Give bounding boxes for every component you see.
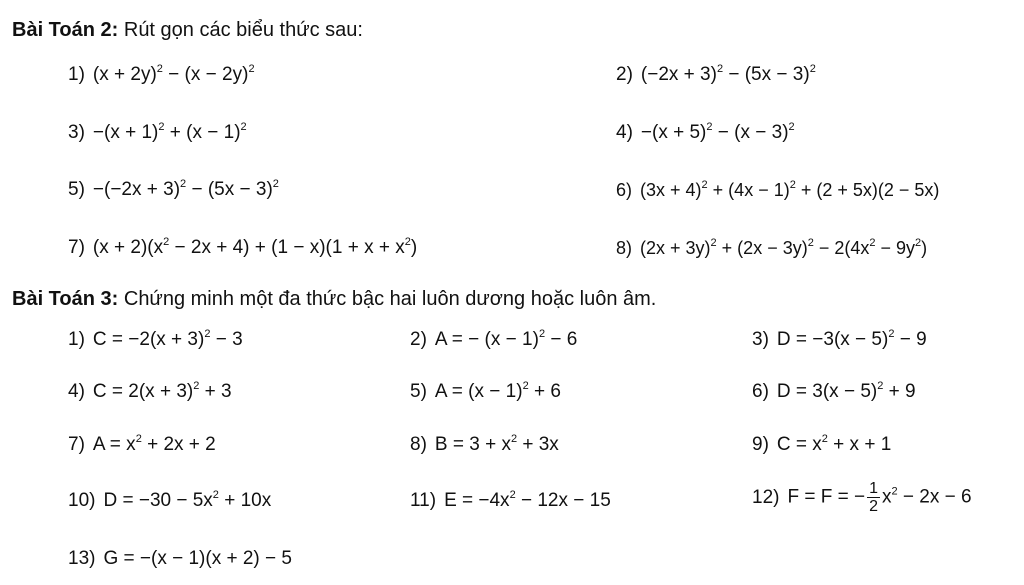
p3-item-8 (410, 433, 559, 457)
item-number: 5) (68, 179, 85, 200)
p3-item-5 (410, 380, 561, 404)
item-number: 3) (752, 329, 769, 350)
p3-item-2 (410, 328, 577, 352)
p3-item-13 (68, 547, 292, 571)
expression: $B = 3 + x^2 + 3x$ (434, 433, 559, 455)
item-number: 8) (616, 238, 633, 258)
p3-item-3 (752, 328, 927, 352)
problem-2-title-bold: Bài Toán 2: (12, 19, 119, 41)
p3-item-1 (68, 328, 243, 352)
item-number: 8) (410, 434, 427, 455)
problem-3-title-text: Chứng minh một đa thức bậc hai luôn dương hoặc luôn âm. (118, 288, 657, 310)
expression: F = F = − $\frac{1}{2}$ $x^2 - 2x - 6$ (787, 480, 972, 515)
expression: $C = -2(x + 3)^2 - 3$ (92, 328, 243, 350)
item-number: 2) (616, 64, 633, 85)
expression: $(x + 2)(x^2 - 2x + 4) + (1 - x)(1 + x + x^2)$ (92, 236, 418, 258)
expression: $(x + 2y)^2 - (x - 2y)^2$ (92, 63, 255, 85)
p3-item-9 (752, 433, 891, 457)
item-number: 11) (410, 490, 437, 511)
item-number: 6) (752, 381, 769, 402)
expression: $A = x^2 + 2x + 2$ (92, 433, 216, 455)
expression: $-(x + 5)^2 - (x - 3)^2$ (640, 121, 795, 143)
expression: $E = -4x^2 - 12x - 15$ (444, 489, 611, 511)
item-number: 1) (68, 64, 85, 85)
p2-item-3 (68, 121, 247, 145)
item-number: 2) (410, 329, 427, 350)
expression: $(3x + 4)^2 + (4x - 1)^2 + (2 + 5x)(2 - 5x)$ (640, 179, 940, 200)
item-number: 5) (410, 381, 427, 402)
item-number: 1) (68, 329, 85, 350)
fraction: $\frac{1}{2}$ (869, 480, 878, 515)
p3-item-7 (68, 433, 216, 457)
item-number: 7) (68, 237, 85, 258)
problem-3-title-bold: Bài Toán 3: (12, 288, 119, 310)
expression: $-(-2x + 3)^2 - (5x - 3)^2$ (92, 178, 279, 200)
p2-item-1 (68, 63, 255, 87)
p2-item-2 (616, 63, 816, 87)
expression: $A = (x - 1)^2 + 6$ (434, 380, 561, 402)
p2-item-6 (616, 178, 939, 202)
expression: $-(x + 1)^2 + (x - 1)^2$ (92, 121, 247, 143)
item-number: 4) (68, 381, 85, 402)
expression: A = − $(x - 1)^2 - 6$ (434, 328, 578, 350)
item-number: 7) (68, 434, 85, 455)
expression: $C = x^2 + x + 1$ (776, 433, 892, 455)
p3-item-4 (68, 380, 232, 404)
p3-item-12 (752, 480, 972, 515)
p3-item-10 (68, 489, 271, 513)
item-number: 10) (68, 490, 96, 511)
expression: $D = -30 - 5x^2 + 10x$ (103, 489, 272, 511)
item-number: 9) (752, 434, 769, 455)
expression: $D = -3(x - 5)^2 - 9$ (776, 328, 927, 350)
item-number: 13) (68, 548, 96, 569)
item-number: 3) (68, 122, 85, 143)
problem-2-heading (12, 18, 363, 42)
p2-item-4 (616, 121, 795, 145)
expression: $(-2x + 3)^2 - (5x - 3)^2$ (640, 63, 816, 85)
item-number: 6) (616, 180, 633, 200)
expression: $D = 3(x - 5)^2 + 9$ (776, 380, 916, 402)
item-number: 4) (616, 122, 633, 143)
p3-item-6 (752, 380, 916, 404)
problem-2-title-text: Rút gọn các biểu thức sau: (118, 19, 363, 41)
expression: G = −(x − 1)(x + 2) − 5 (103, 548, 292, 569)
expression: $(2x + 3y)^2 + (2x - 3y)^2 - 2(4x^2 - 9y^2)$ (640, 237, 928, 258)
problem-3-heading (12, 287, 656, 311)
expression: $C = 2(x + 3)^2 + 3$ (92, 380, 232, 402)
p2-item-8 (616, 236, 927, 260)
p2-item-7 (68, 236, 417, 260)
item-number: 12) (752, 486, 780, 508)
p3-item-11 (410, 489, 611, 513)
p2-item-5 (68, 178, 279, 202)
